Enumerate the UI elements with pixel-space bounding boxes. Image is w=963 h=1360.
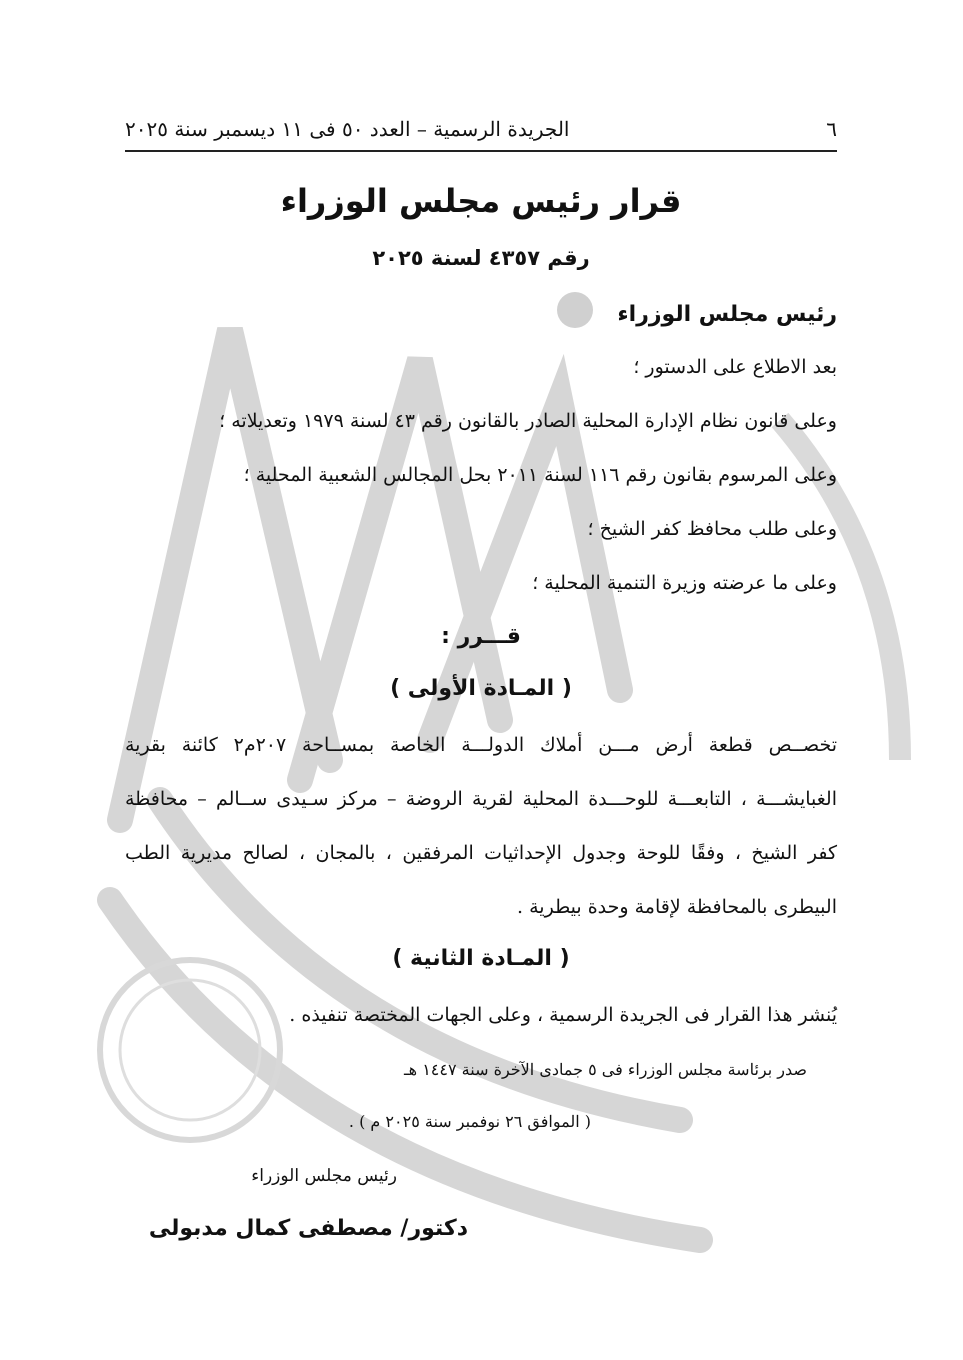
article-2-heading: ( المـادة الثانية ) <box>392 946 570 971</box>
running-header <box>125 112 837 146</box>
article-1-heading: ( المـادة الأولى ) <box>390 676 572 701</box>
article-2-text: يُنشر هذا القرار فى الجريدة الرسمية ، وعلى الجهات المختصة تنفيذه . <box>289 1004 837 1026</box>
running-title: الجريدة الرسمية – العدد ٥٠ فى ١١ ديسمبر سنة ٢٠٢٥ <box>125 117 570 141</box>
header-rule <box>125 150 837 152</box>
recital: وعلى ما عرضته وزيرة التنمية المحلية ؛ <box>532 572 837 594</box>
article-1-line: تخصــص قطعة أرض مـــن أملاك الدولـــة الخاصة بمســاحة ٢٠٧م٢ كائنة بقرية <box>125 734 838 756</box>
article-1-line: الغبايشـــة ، التابعـــة للوحـــدة المحلية لقرية الروضة – مركز سـيدى ســالم – محافظة <box>125 788 837 810</box>
recital: بعد الاطلاع على الدستور ؛ <box>633 356 837 378</box>
decided-label: قـــرر : <box>441 624 521 649</box>
page-number: ٦ <box>826 117 837 141</box>
issued-gregorian: ( الموافق ٢٦ نوفمبر سنة ٢٠٢٥ م ) . <box>348 1112 591 1131</box>
recital: وعلى طلب محافظ كفر الشيخ ؛ <box>587 518 837 540</box>
recital: وعلى المرسوم بقانون رقم ١١٦ لسنة ٢٠١١ بحل المجالس الشعبية المحلية ؛ <box>243 464 837 486</box>
article-1-line: البيطرى بالمحافظة لإقامة وحدة بيطرية . <box>517 896 837 918</box>
decree-title: قرار رئيس مجلس الوزراء <box>280 182 682 220</box>
recital: وعلى قانون نظام الإدارة المحلية الصادر بالقانون رقم ٤٣ لسنة ١٩٧٩ وتعديلاته ؛ <box>219 410 837 432</box>
decree-issuer: رئيس مجلس الوزراء <box>617 302 837 327</box>
article-1-line: كفر الشيخ ، وفقًا للوحة وجدول الإحداثيات المرفقين ، بالمجان ، لصالح مديرية الطب <box>125 842 837 864</box>
signatory-title: رئيس مجلس الوزراء <box>251 1166 397 1186</box>
signatory-name: دكتور/ مصطفى كمال مدبولى <box>148 1216 468 1241</box>
issued-hijri: صدر برئاسة مجلس الوزراء فى ٥ جمادى الآخرة سنة ١٤٤٧ هـ <box>403 1060 807 1079</box>
decree-number: رقم ٤٣٥٧ لسنة ٢٠٢٥ <box>372 246 590 270</box>
